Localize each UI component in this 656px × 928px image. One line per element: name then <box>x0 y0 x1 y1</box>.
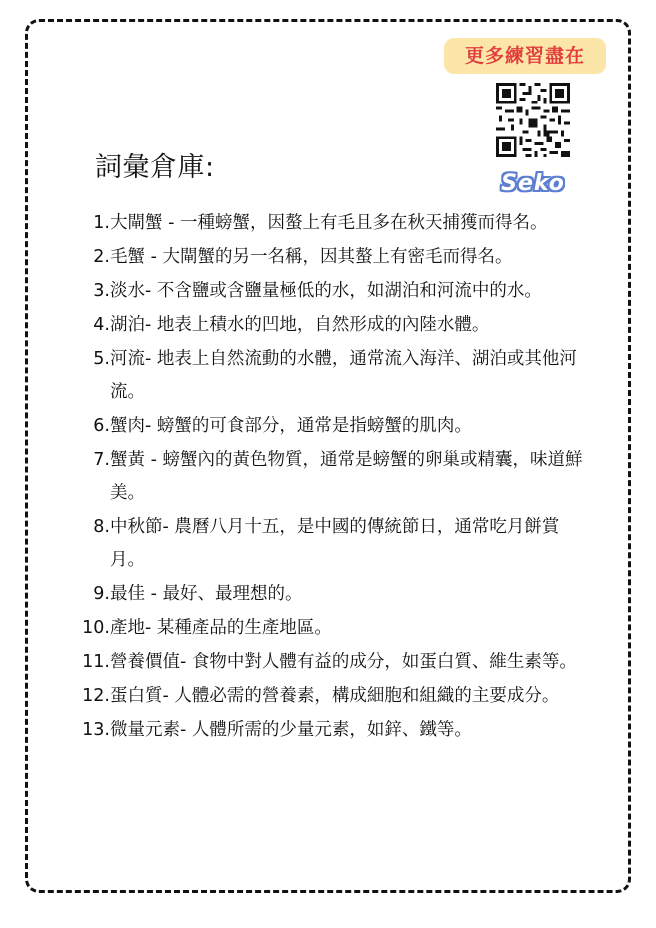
vocab-definition: 蛋白質- 人體必需的營養素，構成細胞和組織的主要成分。 <box>110 686 560 706</box>
vocab-item <box>74 612 594 645</box>
vocab-item <box>74 444 594 510</box>
vocab-number: 10. <box>82 618 110 638</box>
vocab-definition: 淡水- 不含鹽或含鹽量極低的水，如湖泊和河流中的水。 <box>110 281 542 301</box>
vocab-definition: 蟹黃 - 螃蟹內的黃色物質，通常是螃蟹的卵巢或精囊，味道鮮美。 <box>110 450 583 503</box>
vocab-definition: 蟹肉- 螃蟹的可食部分，通常是指螃蟹的肌肉。 <box>110 416 472 436</box>
vocab-number: 13. <box>82 720 110 740</box>
vocab-item <box>74 309 594 342</box>
vocab-definition: 產地- 某種產品的生產地區。 <box>110 618 332 638</box>
vocab-item <box>74 207 594 240</box>
vocab-definition: 大閘蟹 - 一種螃蟹，因螯上有毛且多在秋天捕獲而得名。 <box>110 213 548 233</box>
vocab-item <box>74 241 594 274</box>
vocab-item <box>74 511 594 577</box>
brand-logo: Seko <box>501 171 565 196</box>
vocab-number: 5. <box>93 349 110 369</box>
vocab-number: 6. <box>93 416 110 436</box>
vocab-number: 8. <box>93 517 110 537</box>
vocab-number: 2. <box>93 247 110 267</box>
vocab-definition: 微量元素- 人體所需的少量元素，如鋅、鐵等。 <box>110 720 472 740</box>
vocab-item <box>74 410 594 443</box>
qr-code-icon[interactable] <box>496 83 570 157</box>
vocab-definition: 最佳 - 最好、最理想的。 <box>110 584 303 604</box>
vocab-number: 9. <box>93 584 110 604</box>
vocab-definition: 中秋節- 農曆八月十五，是中國的傳統節日，通常吃月餅賞月。 <box>110 517 560 570</box>
vocab-item <box>74 578 594 611</box>
vocab-item <box>74 680 594 713</box>
vocab-definition: 河流- 地表上自然流動的水體，通常流入海洋、湖泊或其他河流。 <box>110 349 577 402</box>
vocab-item <box>74 714 594 747</box>
vocabulary-list <box>74 207 594 748</box>
vocab-number: 1. <box>93 213 110 233</box>
vocab-number: 3. <box>93 281 110 301</box>
promo-banner[interactable]: 更多練習盡在 <box>444 38 606 74</box>
vocab-number: 4. <box>93 315 110 335</box>
vocab-item <box>74 275 594 308</box>
vocab-number: 7. <box>93 450 110 470</box>
vocab-definition: 湖泊- 地表上積水的凹地，自然形成的內陸水體。 <box>110 315 490 335</box>
vocab-item <box>74 646 594 679</box>
vocab-item <box>74 343 594 409</box>
vocab-number: 12. <box>82 686 110 706</box>
vocab-definition: 毛蟹 - 大閘蟹的另一名稱，因其螯上有密毛而得名。 <box>110 247 513 267</box>
vocab-definition: 營養價值- 食物中對人體有益的成分，如蛋白質、維生素等。 <box>110 652 577 672</box>
vocab-number: 11. <box>82 652 110 672</box>
page-title: 詞彙倉庫: <box>95 152 215 183</box>
